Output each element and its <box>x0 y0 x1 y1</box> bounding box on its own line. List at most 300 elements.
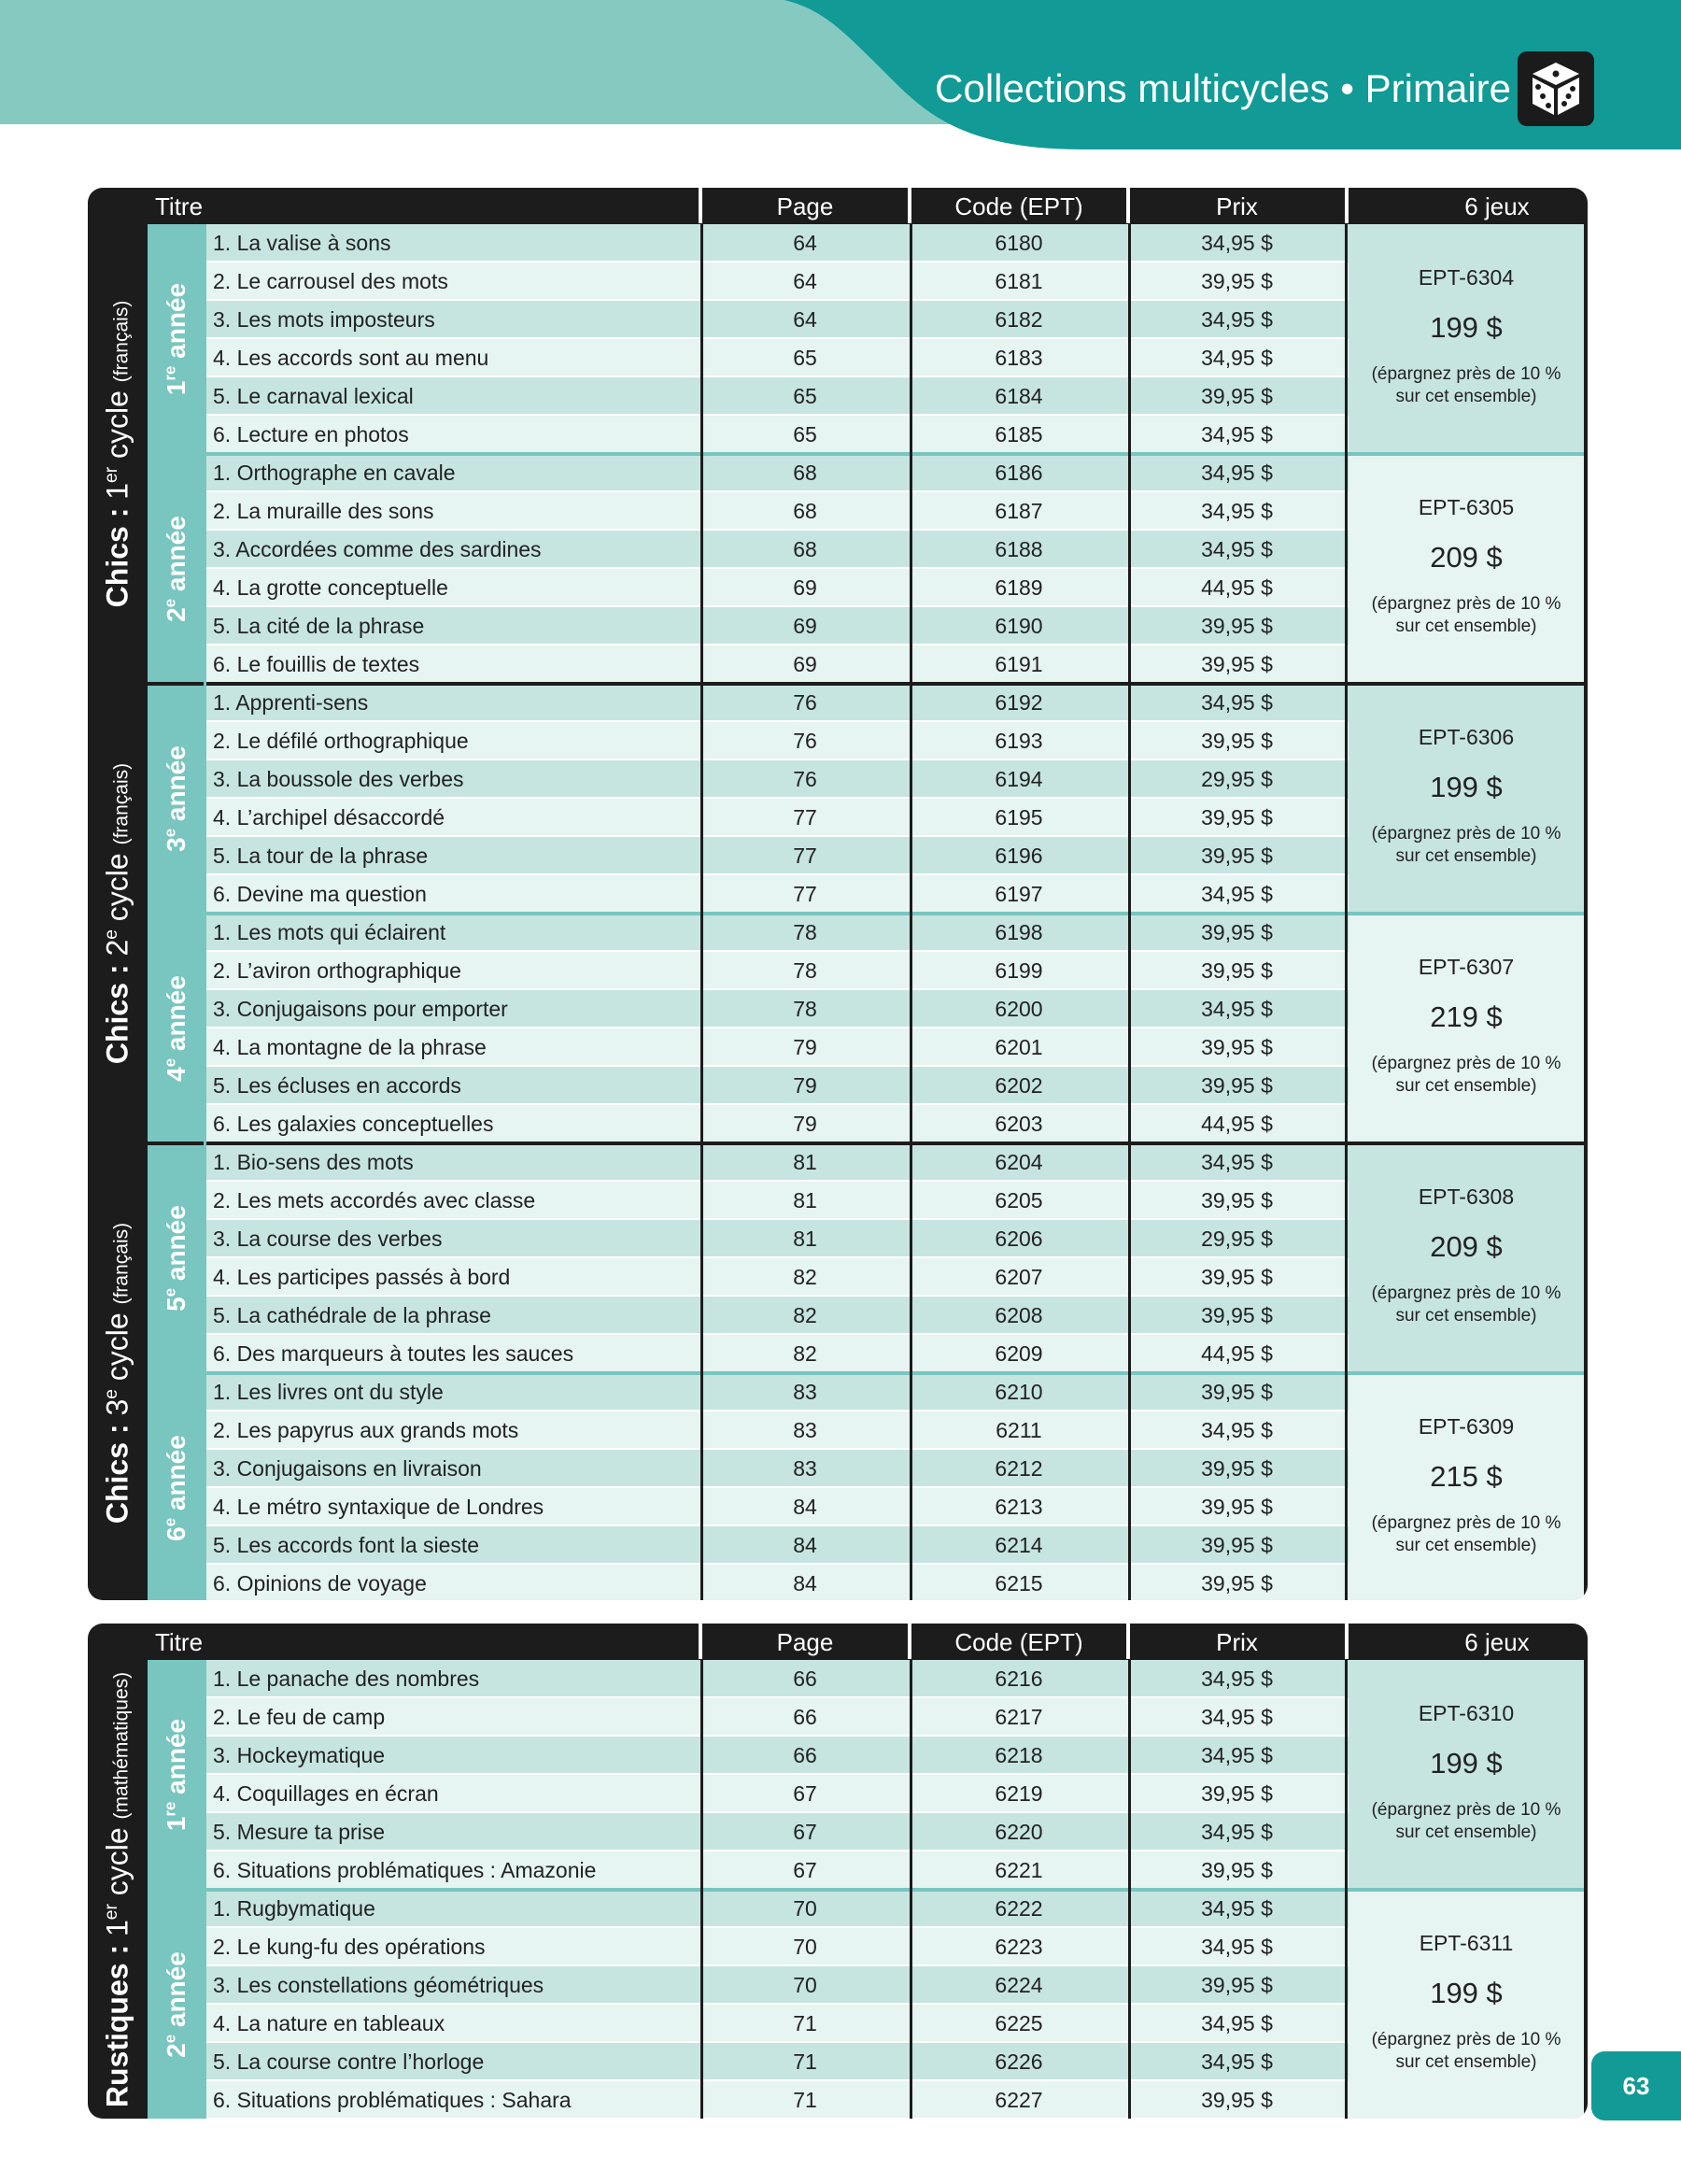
row-title: 5. Le carnaval lexical <box>213 384 414 408</box>
row-page: 67 <box>793 1820 817 1844</box>
year-word: année <box>162 1718 191 1794</box>
set-code: EPT-6305 <box>1418 495 1515 519</box>
row-price: 34,95 $ <box>1201 1743 1273 1767</box>
year-column <box>148 1143 205 1373</box>
row-code: 6201 <box>995 1035 1043 1059</box>
row-page: 78 <box>793 958 817 983</box>
row-title: 6. Le fouillis de textes <box>213 652 420 676</box>
row-code: 6207 <box>995 1265 1043 1289</box>
row-page: 79 <box>793 1035 817 1059</box>
row-price: 44,95 $ <box>1201 1341 1273 1366</box>
set-code: EPT-6304 <box>1418 265 1515 290</box>
column-header-code: Code (EPT) <box>954 1628 1083 1656</box>
set-cell <box>1349 224 1584 454</box>
row-price: 34,95 $ <box>1201 2049 1273 2074</box>
column-divider <box>1128 224 1131 1600</box>
row-price: 34,95 $ <box>1201 461 1273 485</box>
set-note-line: sur cet ensemble) <box>1395 617 1537 636</box>
set-cell <box>1349 1373 1584 1600</box>
row-price: 34,95 $ <box>1201 1935 1273 1959</box>
group-divider <box>148 452 1584 456</box>
set-note <box>1349 1512 1584 1557</box>
row-code: 6194 <box>995 767 1043 791</box>
column-header-page: Page <box>776 1628 834 1656</box>
row-page: 81 <box>793 1227 817 1251</box>
column-header-code: Code (EPT) <box>954 192 1083 220</box>
column-header-price: Prix <box>1216 192 1258 220</box>
row-title: 3. Conjugaisons en livraison <box>213 1456 482 1481</box>
column-header-set: 6 jeux <box>1464 1628 1530 1656</box>
year-word: année <box>162 1205 191 1282</box>
column-divider <box>1128 1660 1131 2119</box>
table-header-row <box>148 188 1588 223</box>
header-divider <box>908 188 911 223</box>
row-code: 6227 <box>995 2088 1043 2112</box>
row-price: 39,95 $ <box>1201 1781 1273 1806</box>
row-page: 65 <box>793 422 817 447</box>
cycle-word: cycle <box>100 853 134 922</box>
row-code: 6217 <box>995 1705 1043 1729</box>
set-note-line: sur cet ensemble) <box>1395 1306 1537 1326</box>
row-code: 6211 <box>996 1418 1042 1442</box>
row-page: 83 <box>793 1380 817 1404</box>
row-title: 6. Devine ma question <box>213 882 427 906</box>
cycle-column <box>88 1143 148 1600</box>
row-title: 1. Rugbymatique <box>213 1896 375 1921</box>
set-note <box>1349 1799 1584 1844</box>
year-label <box>162 1435 191 1541</box>
row-code: 6225 <box>995 2011 1043 2035</box>
row-page: 70 <box>793 1935 817 1959</box>
year-word: année <box>162 1435 191 1511</box>
row-code: 6212 <box>995 1456 1043 1481</box>
row-page: 82 <box>793 1303 817 1327</box>
cycle-label <box>101 763 135 1064</box>
year-number: 3 <box>162 837 191 852</box>
row-code: 6195 <box>995 805 1043 830</box>
row-price: 39,95 $ <box>1201 844 1273 868</box>
row-price: 39,95 $ <box>1201 1380 1273 1404</box>
page-header <box>0 0 1681 154</box>
year-number: 1 <box>162 380 191 396</box>
set-note-line: (épargnez près de 10 % <box>1371 1283 1561 1303</box>
group-divider <box>148 682 1584 686</box>
row-code: 6223 <box>995 1935 1043 1959</box>
year-word: année <box>162 745 191 822</box>
row-price: 39,95 $ <box>1201 2088 1273 2112</box>
year-word: année <box>162 516 191 592</box>
cycle-column <box>88 224 148 684</box>
set-note-line: sur cet ensemble) <box>1395 846 1537 866</box>
header-divider <box>699 188 702 223</box>
row-page: 69 <box>793 614 817 638</box>
row-title: 1. Bio-sens des mots <box>213 1150 414 1174</box>
row-price: 34,95 $ <box>1201 1896 1273 1921</box>
row-price: 39,95 $ <box>1201 1973 1273 1997</box>
row-code: 6222 <box>995 1896 1043 1921</box>
cycle-column <box>88 684 148 1143</box>
set-note-line: sur cet ensemble) <box>1395 1822 1537 1842</box>
cycle-subject: (français) <box>110 1222 133 1305</box>
set-code: EPT-6309 <box>1418 1414 1515 1439</box>
row-price: 34,95 $ <box>1201 499 1273 523</box>
row-page: 84 <box>793 1571 817 1595</box>
year-column <box>148 1373 205 1600</box>
column-divider <box>910 1660 912 2119</box>
set-content <box>1349 684 1584 868</box>
column-header-page: Page <box>776 192 834 220</box>
row-code: 6197 <box>995 882 1043 906</box>
row-price: 34,95 $ <box>1201 537 1273 561</box>
row-price: 39,95 $ <box>1201 805 1273 830</box>
dice-icon <box>1518 51 1594 126</box>
row-page: 83 <box>793 1418 817 1442</box>
set-note-line: (épargnez près de 10 % <box>1371 2030 1561 2049</box>
set-price: 209 $ <box>1430 541 1503 574</box>
year-label <box>162 1205 191 1312</box>
row-title: 2. Le carrousel des mots <box>213 269 448 293</box>
row-title: 5. Les accords font la sieste <box>213 1533 480 1557</box>
cycle-number: 1 <box>100 482 134 500</box>
row-code: 6184 <box>995 384 1043 408</box>
row-title: 5. Mesure ta prise <box>213 1820 386 1844</box>
row-page: 83 <box>793 1456 817 1481</box>
cycle-collection: Chics : <box>100 507 134 608</box>
year-ordinal: e <box>161 1517 179 1527</box>
row-title: 3. Accordées comme des sardines <box>213 537 542 561</box>
row-page: 71 <box>793 2088 817 2112</box>
row-price: 39,95 $ <box>1201 652 1273 676</box>
row-title: 4. La nature en tableaux <box>213 2011 445 2035</box>
row-price: 39,95 $ <box>1201 269 1273 293</box>
row-price: 34,95 $ <box>1201 690 1273 715</box>
year-number: 6 <box>162 1526 191 1541</box>
row-title: 4. Les participes passés à bord <box>213 1265 511 1289</box>
row-price: 39,95 $ <box>1201 1456 1273 1481</box>
row-page: 71 <box>793 2011 817 2035</box>
year-number: 4 <box>162 1067 191 1082</box>
row-code: 6218 <box>995 1743 1043 1767</box>
set-note-line: sur cet ensemble) <box>1395 387 1537 406</box>
column-divider <box>910 224 912 1600</box>
column-header-title: Titre <box>155 192 204 220</box>
set-note-line: sur cet ensemble) <box>1395 1536 1537 1555</box>
page-number: 63 <box>1591 2051 1681 2120</box>
cycle-collection: Chics : <box>100 1424 134 1525</box>
row-title: 2. L’aviron orthographique <box>213 958 461 983</box>
set-note-line: (épargnez près de 10 % <box>1371 364 1561 384</box>
row-title: 5. Les écluses en accords <box>213 1073 461 1098</box>
row-code: 6206 <box>995 1227 1043 1251</box>
set-price: 199 $ <box>1430 311 1503 344</box>
table-body <box>148 1660 1584 2119</box>
set-note-line: (épargnez près de 10 % <box>1371 1800 1561 1820</box>
table-body <box>148 224 1584 1600</box>
cycle-column <box>88 1660 148 2119</box>
year-ordinal: e <box>161 828 179 838</box>
year-word: année <box>162 282 191 359</box>
row-page: 77 <box>793 882 817 906</box>
cycle-subject: (mathématiques) <box>110 1671 133 1820</box>
row-page: 76 <box>793 690 817 715</box>
row-price: 39,95 $ <box>1201 1188 1273 1213</box>
row-page: 66 <box>793 1666 817 1691</box>
year-ordinal: e <box>161 1287 179 1298</box>
row-page: 82 <box>793 1265 817 1289</box>
row-page: 66 <box>793 1705 817 1729</box>
year-label <box>162 283 191 395</box>
row-price: 34,95 $ <box>1201 1666 1273 1691</box>
row-price: 34,95 $ <box>1201 1820 1273 1844</box>
row-price: 39,95 $ <box>1201 1571 1273 1595</box>
row-title: 2. Le feu de camp <box>213 1705 386 1729</box>
set-cell <box>1349 914 1584 1143</box>
set-note <box>1349 363 1584 408</box>
row-page: 71 <box>793 2049 817 2074</box>
year-word: année <box>162 1951 191 2028</box>
row-code: 6190 <box>995 614 1043 638</box>
cycle-number: 1 <box>100 1920 134 1936</box>
row-price: 39,95 $ <box>1201 729 1273 753</box>
set-note <box>1349 1053 1584 1098</box>
row-code: 6186 <box>995 461 1043 485</box>
cycle-ordinal: e <box>101 929 121 940</box>
group-divider <box>148 1371 1584 1375</box>
row-title: 3. Conjugaisons pour emporter <box>213 997 508 1021</box>
row-price: 29,95 $ <box>1201 767 1273 791</box>
set-content <box>1349 224 1584 408</box>
row-price: 34,95 $ <box>1201 422 1273 447</box>
cycle-word: cycle <box>100 1312 134 1382</box>
row-code: 6215 <box>995 1571 1043 1595</box>
row-page: 65 <box>793 346 817 370</box>
row-title: 4. La montagne de la phrase <box>213 1035 487 1059</box>
set-note <box>1349 823 1584 868</box>
row-code: 6205 <box>995 1188 1043 1213</box>
row-page: 64 <box>793 231 817 255</box>
year-ordinal: re <box>161 1801 179 1817</box>
row-title: 2. Les mets accordés avec classe <box>213 1188 536 1213</box>
column-divider <box>700 1660 703 2119</box>
set-cell <box>1349 1890 1584 2119</box>
group-divider <box>148 912 1584 915</box>
header-divider <box>908 1624 911 1659</box>
row-code: 6221 <box>995 1858 1043 1882</box>
row-title: 4. Coquillages en écran <box>213 1781 439 1806</box>
set-note-line: (épargnez près de 10 % <box>1371 824 1561 844</box>
row-code: 6200 <box>995 997 1043 1021</box>
row-title: 2. Le kung-fu des opérations <box>213 1935 486 1959</box>
row-code: 6202 <box>995 1073 1043 1098</box>
row-code: 6187 <box>995 499 1043 523</box>
row-code: 6203 <box>995 1112 1043 1136</box>
group-divider <box>148 1888 1584 1892</box>
row-price: 34,95 $ <box>1201 307 1273 332</box>
cycle-ordinal: er <box>101 466 121 483</box>
row-price: 44,95 $ <box>1201 575 1273 600</box>
year-divider <box>204 224 206 1600</box>
cycle-number: 3 <box>100 1398 134 1416</box>
row-page: 84 <box>793 1495 817 1519</box>
set-price: 199 $ <box>1430 1977 1503 2009</box>
set-content <box>1349 454 1584 638</box>
table-chics <box>88 188 1588 1600</box>
row-title: 2. Le défilé orthographique <box>213 729 469 753</box>
row-code: 6199 <box>995 958 1043 983</box>
row-code: 6220 <box>995 1820 1043 1844</box>
row-page: 77 <box>793 844 817 868</box>
row-title: 6. Des marqueurs à toutes les sauces <box>213 1341 574 1366</box>
year-divider <box>204 1660 206 2119</box>
year-number: 2 <box>162 2043 191 2058</box>
row-title: 3. Les mots imposteurs <box>213 307 435 332</box>
row-page: 69 <box>793 652 817 676</box>
set-code: EPT-6310 <box>1418 1701 1515 1725</box>
year-label <box>162 1719 191 1831</box>
set-note-line: sur cet ensemble) <box>1395 1076 1537 1096</box>
row-title: 5. La tour de la phrase <box>213 844 429 868</box>
table-rustiques <box>88 1624 1588 2119</box>
cycle-label <box>101 1223 135 1524</box>
row-code: 6204 <box>995 1150 1043 1174</box>
row-code: 6209 <box>995 1341 1043 1366</box>
row-code: 6219 <box>995 1781 1043 1806</box>
row-price: 29,95 $ <box>1201 1227 1273 1251</box>
row-page: 64 <box>793 307 817 332</box>
cycle-ordinal: e <box>101 1389 121 1399</box>
row-page: 64 <box>793 269 817 293</box>
row-code: 6214 <box>995 1533 1043 1557</box>
year-number: 1 <box>162 1816 191 1832</box>
row-page: 68 <box>793 537 817 561</box>
row-price: 39,95 $ <box>1201 920 1273 944</box>
set-content <box>1349 1890 1584 2074</box>
row-title: 3. Hockeymatique <box>213 1743 386 1767</box>
row-code: 6181 <box>995 269 1043 293</box>
year-word: année <box>162 975 191 1052</box>
row-title: 2. Les papyrus aux grands mots <box>213 1418 519 1442</box>
row-price: 39,95 $ <box>1201 1533 1273 1557</box>
cycle-word: cycle <box>100 1827 134 1896</box>
row-page: 81 <box>793 1150 817 1174</box>
row-title: 1. Orthographe en cavale <box>213 461 456 485</box>
cycle-label <box>101 1672 135 2107</box>
set-code: EPT-6306 <box>1418 725 1515 749</box>
row-code: 6216 <box>995 1666 1043 1691</box>
row-code: 6180 <box>995 231 1043 255</box>
year-label <box>162 975 191 1082</box>
row-title: 6. Opinions de voyage <box>213 1571 427 1595</box>
header-divider <box>1126 188 1130 223</box>
set-note-line: sur cet ensemble) <box>1395 2052 1537 2072</box>
row-separator <box>205 2118 1345 2119</box>
row-price: 34,95 $ <box>1201 2011 1273 2035</box>
row-page: 70 <box>793 1896 817 1921</box>
column-header-set: 6 jeux <box>1464 192 1530 220</box>
row-price: 39,95 $ <box>1201 1858 1273 1882</box>
row-title: 3. La boussole des verbes <box>213 767 464 791</box>
row-code: 6193 <box>995 729 1043 753</box>
row-title: 5. La cathédrale de la phrase <box>213 1303 491 1327</box>
set-note-line: (épargnez près de 10 % <box>1371 1054 1561 1073</box>
cycle-word: cycle <box>100 390 134 459</box>
year-number: 5 <box>162 1297 191 1312</box>
row-title: 2. La muraille des sons <box>213 499 434 523</box>
set-cell <box>1349 1143 1584 1373</box>
row-page: 81 <box>793 1188 817 1213</box>
row-page: 76 <box>793 767 817 791</box>
row-page: 66 <box>793 1743 817 1767</box>
row-title: 5. La cité de la phrase <box>213 614 425 638</box>
cycle-collection: Chics : <box>100 964 134 1065</box>
row-price: 39,95 $ <box>1201 614 1273 638</box>
row-page: 68 <box>793 499 817 523</box>
header-divider <box>699 1624 702 1659</box>
row-code: 6224 <box>995 1973 1043 1997</box>
set-price: 199 $ <box>1430 771 1503 803</box>
set-content <box>1349 1143 1584 1327</box>
column-divider <box>1345 1660 1348 2119</box>
year-label <box>162 745 191 852</box>
cycle-ordinal: er <box>101 1904 121 1921</box>
group-divider <box>148 1142 1584 1145</box>
row-title: 6. Les galaxies conceptuelles <box>213 1112 494 1136</box>
row-page: 69 <box>793 575 817 600</box>
year-ordinal: e <box>161 2034 179 2044</box>
row-price: 39,95 $ <box>1201 1303 1273 1327</box>
row-title: 1. Apprenti-sens <box>213 690 369 715</box>
row-code: 6210 <box>995 1380 1043 1404</box>
row-title: 1. La valise à sons <box>213 231 391 255</box>
year-column <box>148 1890 205 2119</box>
row-page: 68 <box>793 461 817 485</box>
row-title: 4. La grotte conceptuelle <box>213 575 448 600</box>
set-note <box>1349 1283 1584 1327</box>
row-title: 5. La course contre l’horloge <box>213 2049 485 2074</box>
set-price: 199 $ <box>1430 1747 1503 1780</box>
cycle-collection: Rustiques : <box>100 1944 134 2108</box>
header-divider <box>1126 1624 1130 1659</box>
row-code: 6213 <box>995 1495 1043 1519</box>
year-label <box>162 1951 191 2058</box>
row-price: 39,95 $ <box>1201 1035 1273 1059</box>
set-price: 215 $ <box>1430 1460 1503 1493</box>
row-price: 44,95 $ <box>1201 1112 1273 1136</box>
header-divider <box>1345 1624 1349 1659</box>
row-title: 6. Situations problématiques : Sahara <box>213 2088 572 2112</box>
row-title: 1. Les mots qui éclairent <box>213 920 446 944</box>
row-price: 34,95 $ <box>1201 1150 1273 1174</box>
row-price: 34,95 $ <box>1201 1705 1273 1729</box>
year-column <box>148 224 205 454</box>
row-code: 6196 <box>995 844 1043 868</box>
column-header-price: Prix <box>1216 1628 1258 1656</box>
set-cell <box>1349 684 1584 914</box>
set-code: EPT-6308 <box>1418 1184 1515 1209</box>
row-code: 6182 <box>995 307 1043 332</box>
year-ordinal: re <box>161 365 179 381</box>
page-title: Collections multicycles • Primaire <box>935 66 1511 110</box>
set-note <box>1349 593 1584 638</box>
row-title: 4. Les accords sont au menu <box>213 346 489 370</box>
year-column <box>148 1660 205 1890</box>
row-title: 3. La course des verbes <box>213 1227 443 1251</box>
row-code: 6189 <box>995 575 1043 600</box>
column-divider <box>700 224 703 1600</box>
row-page: 77 <box>793 805 817 830</box>
set-content <box>1349 914 1584 1098</box>
row-code: 6192 <box>995 690 1043 715</box>
